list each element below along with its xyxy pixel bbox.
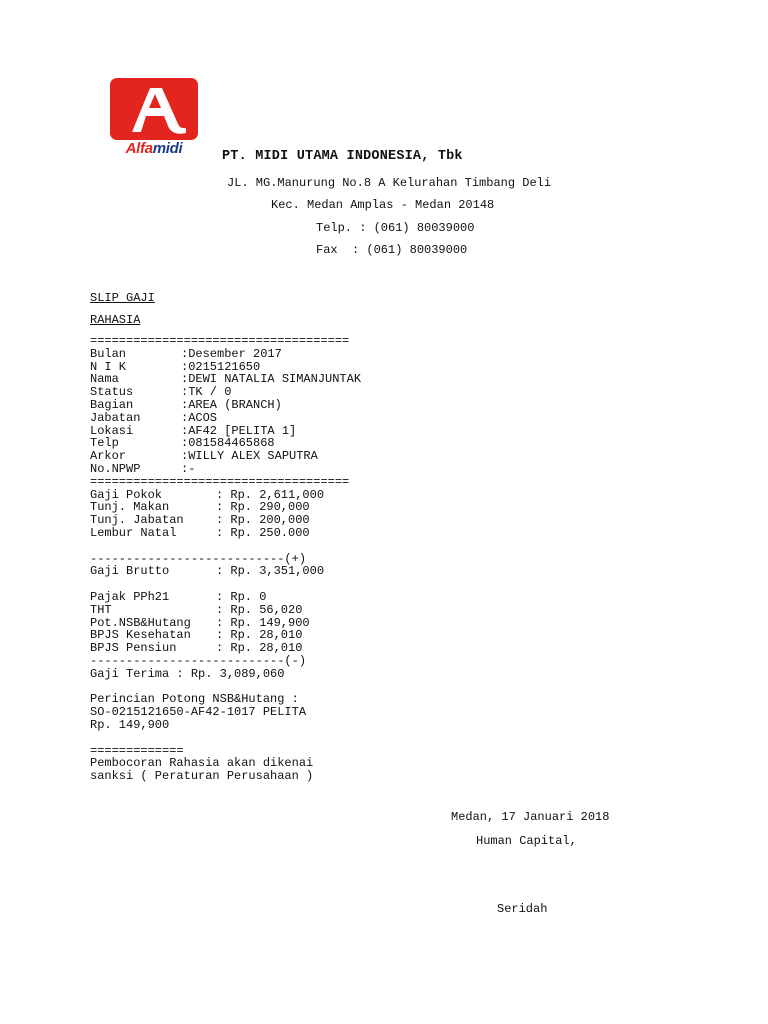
earning-row: Lembur Natal : Rp. 250.000 [90,525,310,540]
slip-title: SLIP GAJI [90,291,155,305]
gross-row: Gaji Brutto : Rp. 3,351,000 [90,564,325,579]
info-row: Status :TK / 0 [90,385,232,400]
earning-row: Tunj. Makan : Rp. 290,000 [90,500,310,515]
detail-title: Perincian Potong NSB&Hutang : [90,692,299,707]
separator: ==================================== [90,334,350,348]
deduction-row: THT : Rp. 56,020 [90,602,303,617]
telp-line: Telp. : (061) 80039000 [316,221,475,235]
separator-short: ============= [90,743,184,758]
info-row: Lokasi :AF42 [PELITA 1] [90,423,297,438]
info-row: Bagian :AREA (BRANCH) [90,397,282,412]
info-row: No.NPWP :- [90,461,196,476]
warning-line-1: Pembocoran Rahasia akan dikenai [90,756,314,771]
deduction-row: BPJS Kesehatan : Rp. 28,010 [90,628,303,643]
alfamidi-logo [106,78,202,160]
net-pay: Gaji Terima : Rp. 3,089,060 [90,666,285,681]
info-row: Nama :DEWI NATALIA SIMANJUNTAK [90,372,362,387]
separator: ==================================== [90,474,350,489]
info-row: Arkor :WILLY ALEX SAPUTRA [90,449,318,464]
company-name: PT. MIDI UTAMA INDONESIA, Tbk [222,149,463,164]
fax-line: Fax : (061) 80039000 [316,243,468,257]
deduction-row: Pot.NSB&Hutang : Rp. 149,900 [90,615,310,630]
earning-row: Tunj. Jabatan : Rp. 200,000 [90,513,310,528]
info-row: N I K :0215121650 [90,359,261,374]
sum-line: ---------------------------(+) [90,551,307,566]
detail-amount: Rp. 149,900 [90,717,170,732]
deduction-row: Pajak PPh21 : Rp. 0 [90,589,267,604]
minus-line: ---------------------------(-) [90,653,307,668]
info-row: Bulan :Desember 2017 [90,346,282,361]
footer-signer: Seridah [497,902,548,916]
footer-dept: Human Capital, [476,834,577,848]
deduction-row: BPJS Pensiun : Rp. 28,010 [90,641,303,656]
earning-row: Gaji Pokok : Rp. 2,611,000 [90,487,325,502]
confidential-label: RAHASIA [90,313,141,327]
employee-info [90,335,361,783]
info-row: Telp :081584465868 [90,436,275,451]
logo-wordmark: Alfamidi [125,140,183,157]
info-row: Jabatan :ACOS [90,410,218,425]
address-line-1: JL. MG.Manurung No.8 A Kelurahan Timbang Deli [227,176,552,190]
detail-ref: SO-0215121650-AF42-1017 PELITA [90,705,307,720]
warning-line-2: sanksi ( Peraturan Perusahaan ) [90,769,314,784]
address-line-2: Kec. Medan Amplas - Medan 20148 [271,198,495,212]
logo-a-icon [110,78,198,140]
footer-date: Medan, 17 Januari 2018 [451,810,610,824]
